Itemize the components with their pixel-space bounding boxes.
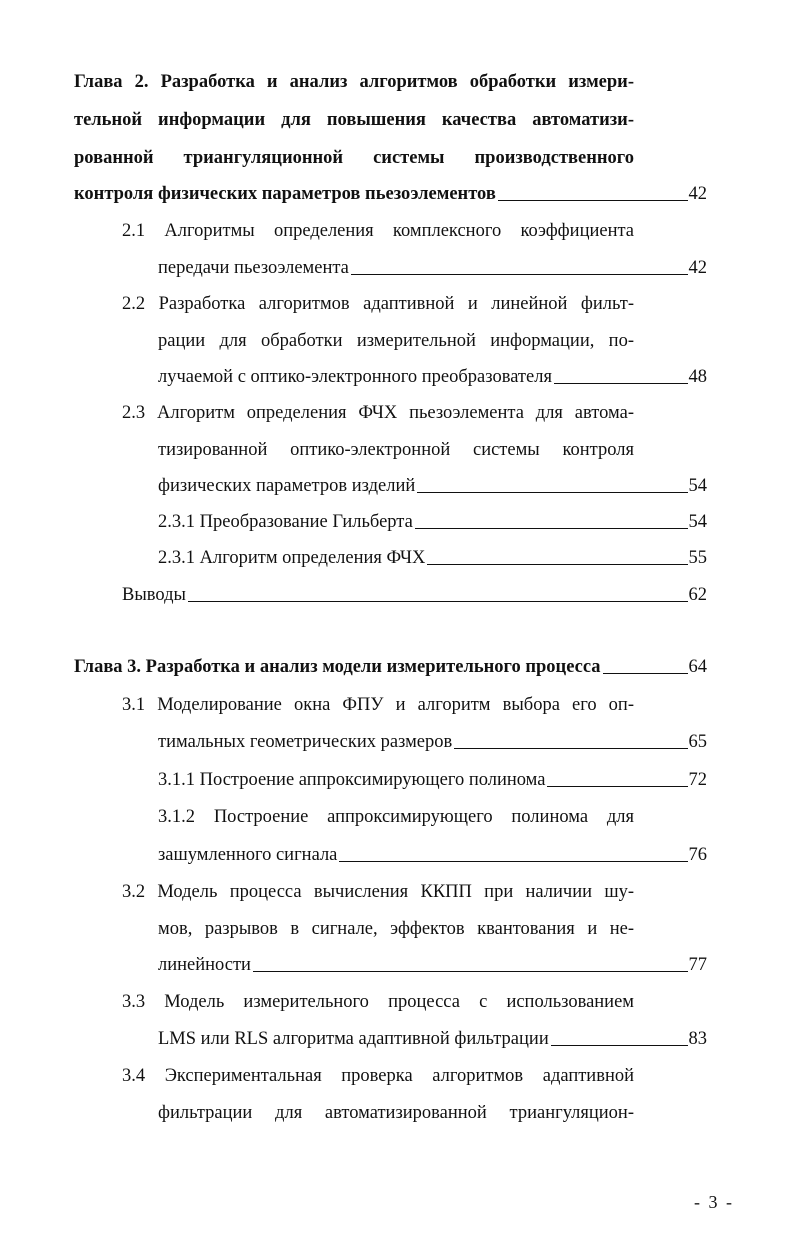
toc-3-1-line1: 3.1 Моделирование окна ФПУ и алгоритм выбора его оп- <box>122 695 634 715</box>
chapter2-title-line1: Глава 2. Разработка и анализ алгоритмов обработки измери- <box>74 72 634 92</box>
leader-line <box>417 492 687 493</box>
toc-entry-2-3-1-fchh[interactable] <box>158 546 707 570</box>
toc-entry-conclusions[interactable] <box>122 583 707 607</box>
leader-line <box>603 673 688 674</box>
toc-2-1-line1: 2.1 Алгоритмы определения комплексного коэффициента <box>122 221 634 241</box>
page-ref: 77 <box>688 955 707 975</box>
toc-3-4-line1: 3.4 Экспериментальная проверка алгоритмов адаптивной <box>122 1066 634 1086</box>
page-number: - 3 - <box>694 1192 734 1212</box>
toc-2-3-line1: 2.3 Алгоритм определения ФЧХ пьезоэлемента для автома- <box>122 403 634 423</box>
page-ref: 55 <box>688 548 707 568</box>
toc-3-2-line3: линейности <box>158 955 251 975</box>
page-ref: 72 <box>688 770 707 790</box>
leader-line <box>554 383 688 384</box>
page-ref: 54 <box>688 512 707 532</box>
leader-line <box>547 786 687 787</box>
toc-entry-3-1-1[interactable] <box>158 768 707 792</box>
toc-entry-chapter2[interactable] <box>74 182 707 206</box>
toc-3-1-2-line2: зашумленного сигнала <box>158 845 338 865</box>
leader-line <box>454 748 687 749</box>
toc-3-1-2-line1: 3.1.2 Построение аппроксимирующего полинома для <box>158 807 634 827</box>
toc-3-4-line2: фильтрации для автоматизированной триангуляцион- <box>158 1103 634 1123</box>
page-ref: 54 <box>688 476 707 496</box>
toc-conclusions-label: Выводы <box>122 585 186 605</box>
toc-2-3-line2: тизированной оптико-электронной системы контроля <box>158 440 634 460</box>
leader-line <box>551 1045 688 1046</box>
toc-2-3-1-hilbert-label: 2.3.1 Преобразование Гильберта <box>158 512 413 532</box>
toc-2-1-line2: передачи пьезоэлемента <box>158 258 349 278</box>
toc-entry-2-1[interactable] <box>158 256 707 280</box>
toc-2-2-line3: лучаемой с оптико-электронного преобразователя <box>158 367 552 387</box>
toc-2-2-line2: рации для обработки измерительной информации, по- <box>158 331 634 351</box>
leader-line <box>253 971 688 972</box>
toc-2-3-line3: физических параметров изделий <box>158 476 416 496</box>
leader-line <box>339 861 687 862</box>
toc-2-3-1-fchh-label: 2.3.1 Алгоритм определения ФЧХ <box>158 548 426 568</box>
page-ref: 64 <box>688 657 707 677</box>
chapter3-title: Глава 3. Разработка и анализ модели измерительного процесса <box>74 657 601 677</box>
leader-line <box>188 601 688 602</box>
toc-3-2-line2: мов, разрывов в сигнале, эффектов квантования и не- <box>158 919 634 939</box>
page-ref: 62 <box>688 585 707 605</box>
page-ref: 76 <box>688 845 707 865</box>
chapter2-title-line2: тельной информации для повышения качества автоматизи- <box>74 110 634 130</box>
toc-3-3-line2: LMS или RLS алгоритма адаптивной фильтрации <box>158 1029 549 1049</box>
page-ref: 83 <box>688 1029 707 1049</box>
page-ref: 42 <box>688 258 707 278</box>
toc-entry-2-3[interactable] <box>158 474 707 498</box>
page-ref: 65 <box>688 732 707 752</box>
toc-3-1-line2: тимальных геометрических размеров <box>158 732 453 752</box>
toc-entry-2-3-1-hilbert[interactable] <box>158 510 707 534</box>
chapter2-title-line3: рованной триангуляционной системы производственного <box>74 148 634 168</box>
toc-3-2-line1: 3.2 Модель процесса вычисления ККПП при наличии шу- <box>122 882 634 902</box>
toc-2-2-line1: 2.2 Разработка алгоритмов адаптивной и линейной фильт- <box>122 294 634 314</box>
chapter2-title-line4: контроля физических параметров пьезоэлементов <box>74 184 496 204</box>
toc-entry-chapter3[interactable] <box>74 655 707 679</box>
toc-3-3-line1: 3.3 Модель измерительного процесса с использованием <box>122 992 634 1012</box>
page-ref: 48 <box>688 367 707 387</box>
toc-3-1-1-label: 3.1.1 Построение аппроксимирующего полинома <box>158 770 546 790</box>
toc-entry-3-1[interactable] <box>158 730 707 754</box>
page-ref: 42 <box>688 184 707 204</box>
toc-entry-3-3[interactable] <box>158 1027 707 1051</box>
toc-entry-3-2[interactable] <box>158 953 707 977</box>
leader-line <box>351 274 688 275</box>
leader-line <box>415 528 688 529</box>
toc-entry-2-2[interactable] <box>158 365 707 389</box>
leader-line <box>427 564 687 565</box>
toc-entry-3-1-2[interactable] <box>158 843 707 867</box>
leader-line <box>498 200 688 201</box>
